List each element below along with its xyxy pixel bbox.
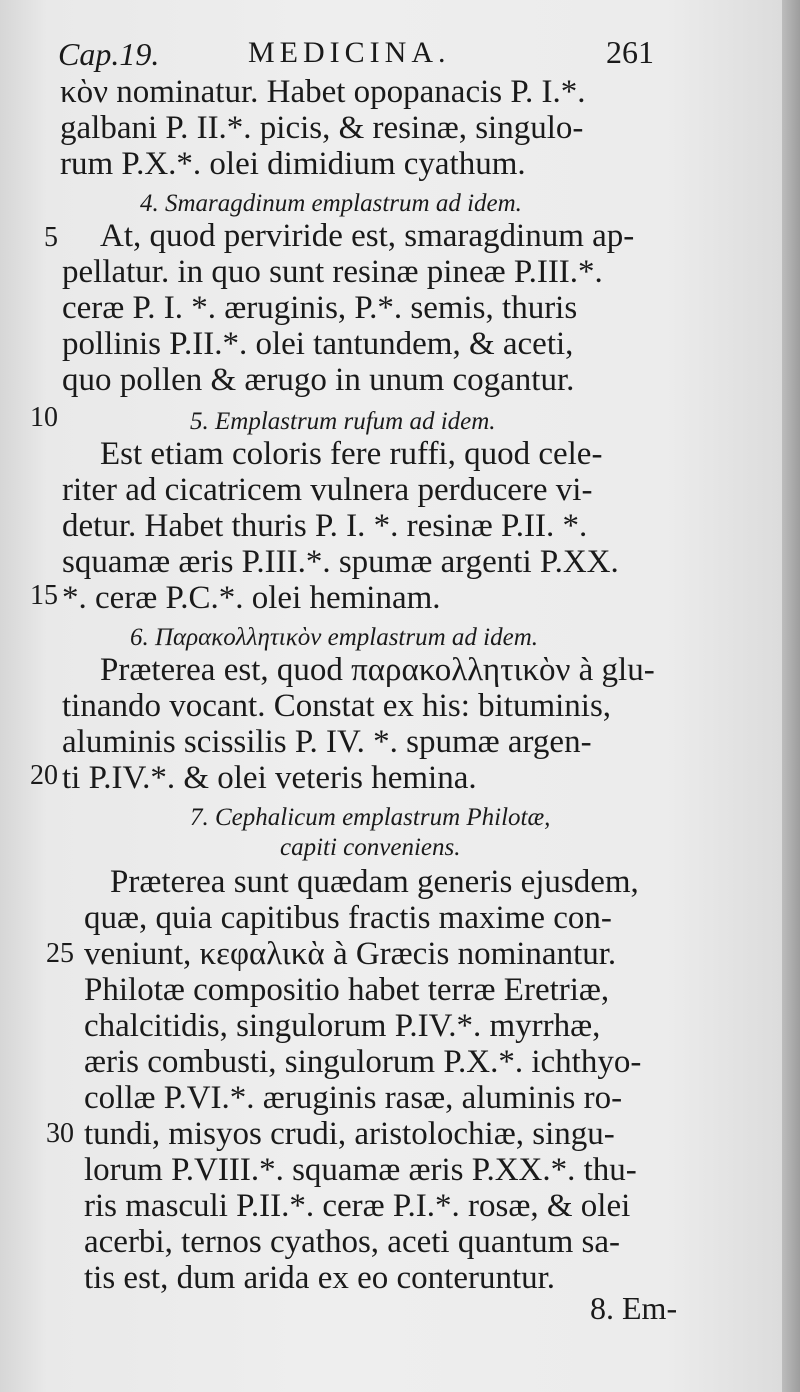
text-line: rum P.X.*. olei dimidium cyathum. [60,146,526,182]
text-line: chalcitidis, singulorum P.IV.*. myrrhæ, [84,1008,601,1044]
section-heading: 7. Cephalicum emplastrum Philotæ, [190,804,551,831]
line-number: 15 [30,580,58,611]
text-line: Præterea sunt quædam generis ejusdem, [110,864,639,900]
text-line: Philotæ compositio habet terræ Eretriæ, [84,972,610,1008]
text-line: collæ P.VI.*. æruginis rasæ, aluminis ro- [84,1080,623,1116]
line-number: 30 [46,1118,74,1149]
text-line: ris masculi P.II.*. ceræ P.I.*. rosæ, & olei [84,1188,631,1224]
text-line: Præterea est, quod παρακολλητικὸν à glu- [100,652,655,688]
text-line: acerbi, ternos cyathos, aceti quantum sa- [84,1224,621,1260]
text-line: galbani P. II.*. picis, & resinæ, singulo- [60,110,584,146]
running-head-chapter: Cap.19. [58,36,160,72]
text-line: *. ceræ P.C.*. olei heminam. [62,580,441,616]
text-line: tinando vocant. Constat ex his: bituminis, [62,688,612,724]
line-number: 5 [44,222,58,253]
text-line: lorum P.VIII.*. squamæ æris P.XX.*. thu- [84,1152,637,1188]
section-heading: 4. Smaragdinum emplastrum ad idem. [140,190,522,217]
line-number: 10 [30,402,58,433]
page-edge [782,0,800,1392]
text-line: riter ad cicatricem vulnera perducere vi- [62,472,593,508]
text-line: pollinis P.II.*. olei tantundem, & aceti, [62,326,574,362]
line-number: 20 [30,760,58,791]
text-line: ti P.IV.*. & olei veteris hemina. [62,760,477,796]
text-line: quo pollen & ærugo in unum cogantur. [62,362,575,398]
text-line: ceræ P. I. *. æruginis, P.*. semis, thuris [62,290,578,326]
page-number: 261 [606,34,654,70]
text-line: κὸν nominatur. Habet opopanacis P. I.*. [60,74,586,110]
text-line: squamæ æris P.III.*. spumæ argenti P.XX. [62,544,619,580]
text-line: pellatur. in quo sunt resinæ pineæ P.III.*. [62,254,603,290]
text-line: detur. Habet thuris P. I. *. resinæ P.II. *. [62,508,588,544]
text-line: tis est, dum arida ex eo conteruntur. [84,1260,556,1296]
text-line: At, quod perviride est, smaragdinum ap- [100,218,635,254]
text-line: Est etiam coloris fere ruffi, quod cele- [100,436,603,472]
text-line: quæ, quia capitibus fractis maxime con- [84,900,612,936]
section-heading: 5. Emplastrum rufum ad idem. [190,408,496,435]
catchword: 8. Em- [590,1290,678,1326]
section-heading: 6. Παρακολλητικὸν emplastrum ad idem. [130,624,538,651]
text-line: æris combusti, singulorum P.X.*. ichthyo- [84,1044,642,1080]
running-head-title: MEDICINA. [248,36,451,69]
line-number: 25 [46,938,74,969]
text-line: aluminis scissilis P. IV. *. spumæ argen- [62,724,592,760]
section-heading-continued: capiti conveniens. [280,834,461,861]
text-line: veniunt, κεφαλικὰ à Græcis nominantur. [84,936,617,972]
text-line: tundi, misyos crudi, aristolochiæ, singu- [84,1116,615,1152]
